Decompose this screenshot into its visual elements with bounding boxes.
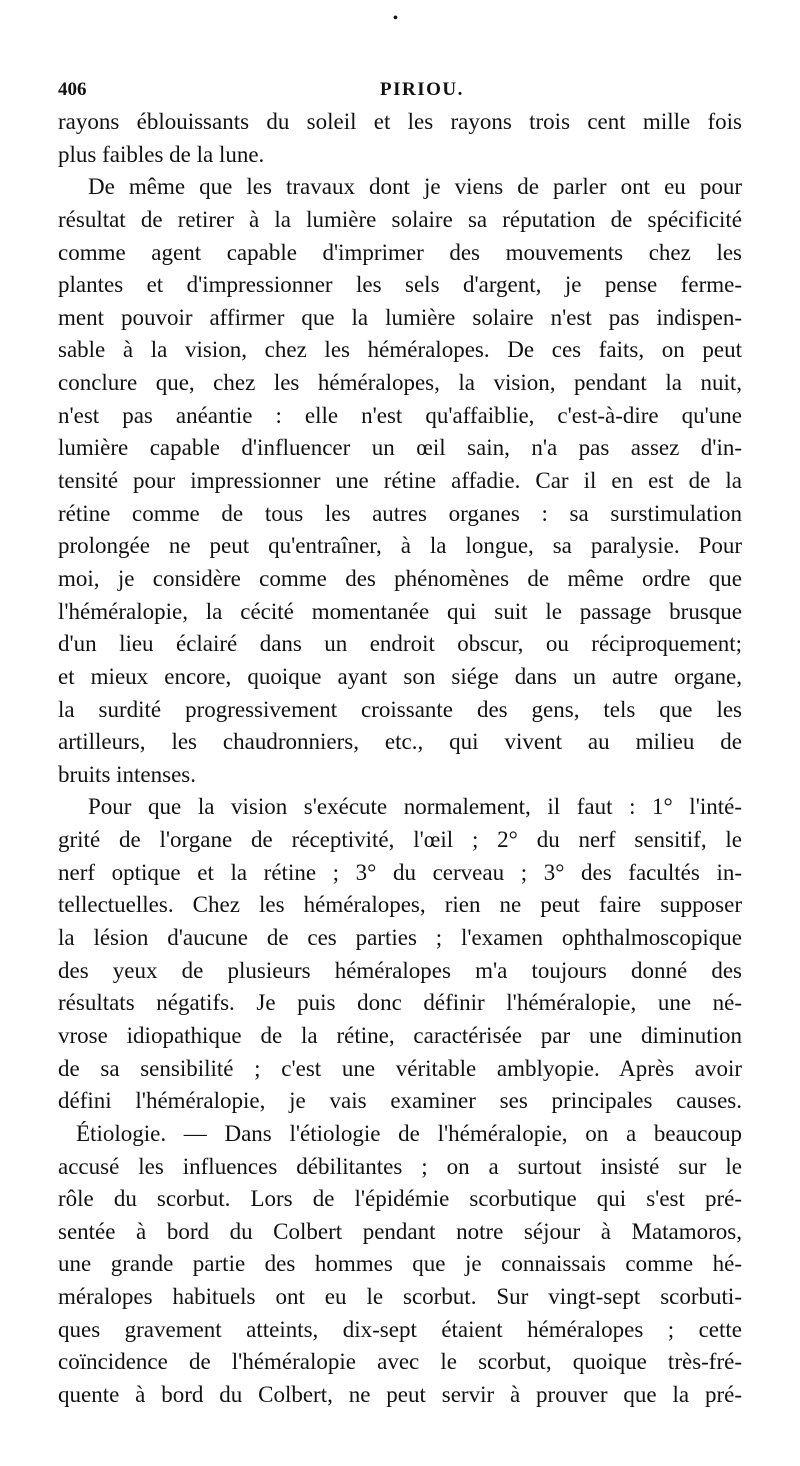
text-line: artilleurs, les chaudronniers, etc., qui vivent au milieu de <box>58 729 742 755</box>
text-line: lumière capable d'influencer un œil sain, n'a pas assez d'in- <box>58 435 742 461</box>
text-line: ques gravement atteints, dix-sept étaient héméralopes ; cette <box>58 1316 742 1342</box>
text-line: moi, je considère comme des phénomènes de même ordre que <box>58 565 742 591</box>
text-line: conclure que, chez les héméralopes, la vision, pendant la nuit, <box>58 370 742 396</box>
body-text <box>58 106 742 1412</box>
text-line: tellectuelles. Chez les héméralopes, rien ne peut faire supposer <box>58 892 742 918</box>
text-line: vrose idiopathique de la rétine, caractérisée par une diminution <box>58 1022 742 1048</box>
text-line: défini l'héméralopie, je vais examiner ses principales causes. <box>58 1088 742 1114</box>
text-line: l'héméralopie, la cécité momentanée qui suit le passage brusque <box>58 598 742 624</box>
text-line: prolongée ne peut qu'entraîner, à la longue, sa paralysie. Pour <box>58 533 742 559</box>
text-line: plus faibles de la lune. <box>58 141 265 167</box>
text-line: ment pouvoir affirmer que la lumière solaire n'est pas indispen- <box>58 304 742 330</box>
text-line: quente à bord du Colbert, ne peut servir à prouver que la pré- <box>58 1381 742 1407</box>
text-line: plantes et d'impressionner les sels d'argent, je pense ferme- <box>58 272 742 298</box>
text-line: d'un lieu éclairé dans un endroit obscur, ou réciproquement; <box>58 631 742 657</box>
text-line: de sa sensibilité ; c'est une véritable amblyopie. Après avoir <box>58 1055 742 1081</box>
text-line: De même que les travaux dont je viens de parler ont eu pour <box>88 174 742 200</box>
text-line: Étiologie. — Dans l'étiologie de l'héméralopie, on a beaucoup <box>76 1120 742 1146</box>
text-line: sable à la vision, chez les héméralopes. De ces faits, on peut <box>58 337 742 363</box>
top-mark: • <box>393 11 398 26</box>
text-line: et mieux encore, quoique ayant son siége dans un autre organe, <box>58 663 742 689</box>
text-line: n'est pas anéantie : elle n'est qu'affaiblie, c'est-à-dire qu'une <box>58 402 742 428</box>
text-line: sentée à bord du Colbert pendant notre séjour à Matamoros, <box>58 1218 742 1244</box>
text-line: la lésion d'aucune de ces parties ; l'examen ophthalmoscopique <box>58 925 742 951</box>
text-line: une grande partie des hommes que je connaissais comme hé- <box>58 1251 742 1277</box>
text-line: méralopes habituels ont eu le scorbut. Sur vingt-sept scorbuti- <box>58 1284 742 1310</box>
text-line: bruits intenses. <box>58 761 196 787</box>
text-line: comme agent capable d'imprimer des mouvements chez les <box>58 239 742 265</box>
text-line: Pour que la vision s'exécute normalement, il faut : 1° l'inté- <box>88 794 742 820</box>
text-line: rétine comme de tous les autres organes : sa surstimulation <box>58 500 742 526</box>
text-line: rôle du scorbut. Lors de l'épidémie scorbutique qui s'est pré- <box>58 1186 742 1212</box>
text-line: coïncidence de l'héméralopie avec le scorbut, quoique très-fré- <box>58 1349 742 1375</box>
text-line: accusé les influences débilitantes ; on a surtout insisté sur le <box>58 1153 742 1179</box>
page-header <box>58 77 752 103</box>
text-line: grité de l'organe de réceptivité, l'œil ; 2° du nerf sensitif, le <box>58 827 742 853</box>
text-line: rayons éblouissants du soleil et les rayons trois cent mille fois <box>58 109 742 134</box>
text-line: des yeux de plusieurs héméralopes m'a toujours donné des <box>58 957 742 983</box>
text-line: nerf optique et la rétine ; 3° du cerveau ; 3° des facultés in- <box>58 859 742 885</box>
page-number: 406 <box>58 79 87 100</box>
running-title: PIRIOU. <box>380 79 464 100</box>
text-line: la surdité progressivement croissante des gens, tels que les <box>58 696 742 722</box>
text-line: résultats négatifs. Je puis donc définir l'héméralopie, une né- <box>58 990 742 1016</box>
text-line: résultat de retirer à la lumière solaire sa réputation de spécificité <box>58 206 742 232</box>
text-line: tensité pour impressionner une rétine affadie. Car il en est de la <box>58 468 742 494</box>
